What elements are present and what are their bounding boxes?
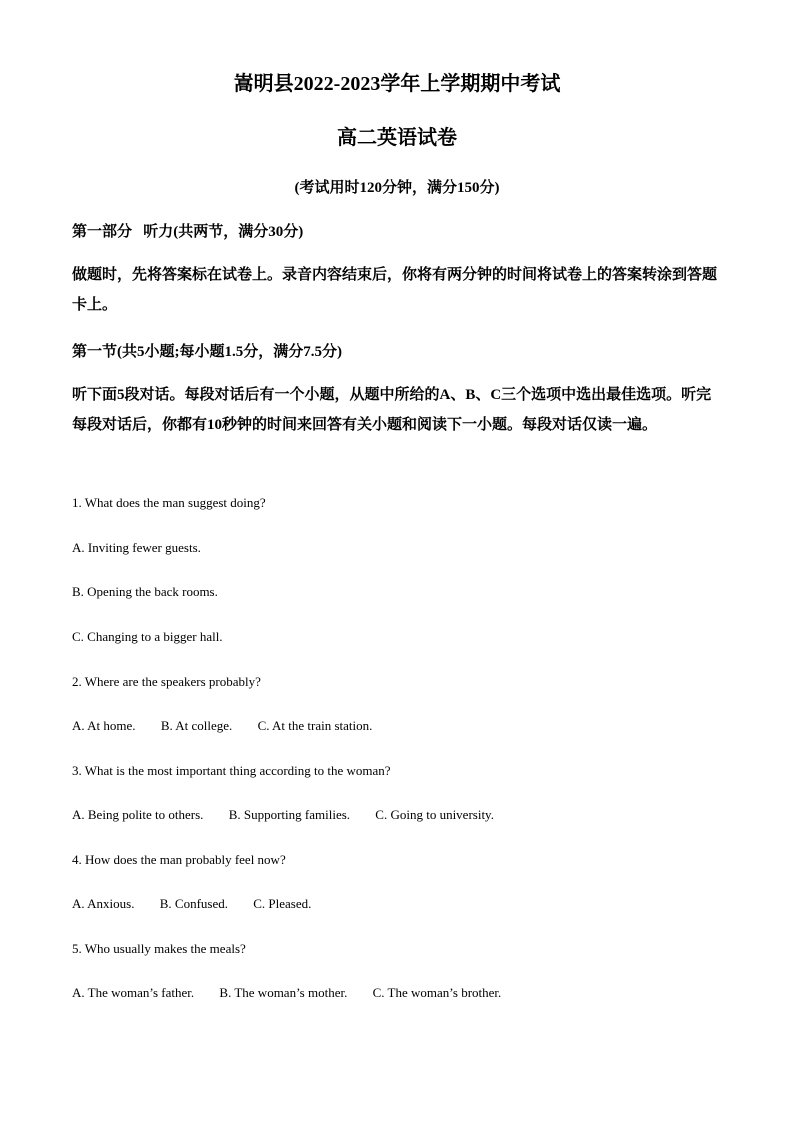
question-option: A. The woman’s father. <box>72 985 195 1000</box>
question-stem: 3. What is the most important thing according to the woman? <box>72 763 391 778</box>
question-options-row <box>72 806 722 824</box>
question-option: A. Inviting fewer guests. <box>72 540 201 555</box>
question-option: B. At college. <box>160 718 233 733</box>
question-option: A. At home. <box>72 718 136 733</box>
question-stem: 5. Who usually makes the meals? <box>72 941 246 956</box>
question-option: C. Changing to a bigger hall. <box>72 629 223 644</box>
question-option: A. Being polite to others. <box>72 807 204 822</box>
question-options-row <box>72 717 722 735</box>
question-stem: 2. Where are the speakers probably? <box>72 674 261 689</box>
part1-heading: 第一部分 听力(共两节，满分30分) <box>72 224 304 240</box>
question-stem: 4. How does the man probably feel now? <box>72 852 286 867</box>
question-option: B. Opening the back rooms. <box>72 584 218 599</box>
question-option: B. The woman’s mother. <box>219 985 348 1000</box>
question-options-row <box>72 984 722 1002</box>
part1-instructions: 做题时，先将答案标在试卷上。录音内容结束后，你将有两分钟的时间将试卷上的答案转涂到答题卡上。 <box>72 267 718 313</box>
question-option: C. Pleased. <box>253 896 312 911</box>
question-stem: 1. What does the man suggest doing? <box>72 495 266 510</box>
question-option: B. Supporting families. <box>228 807 351 822</box>
question-options-row <box>72 895 722 913</box>
section1-instructions: 听下面5段对话。每段对话后有一个小题，从题中所给的A、B、C三个选项中选出最佳选项。听完每段对话后，你都有10秒钟的时间来回答有关小题和阅读下一小题。每段对话仅读一遍。 <box>72 387 712 433</box>
question-option: C. Going to university. <box>375 807 494 822</box>
question-option: A. Anxious. <box>72 896 135 911</box>
exam-info: (考试用时120分钟，满分150分) <box>294 180 500 196</box>
section1-heading: 第一节(共5小题;每小题1.5分，满分7.5分) <box>72 344 342 360</box>
exam-subject: 高二英语试卷 <box>337 127 457 149</box>
question-option: C. The woman’s brother. <box>372 985 502 1000</box>
exam-title: 嵩明县2022-2023学年上学期期中考试 <box>233 73 561 95</box>
question-option: B. Confused. <box>159 896 228 911</box>
question-option: C. At the train station. <box>257 718 373 733</box>
